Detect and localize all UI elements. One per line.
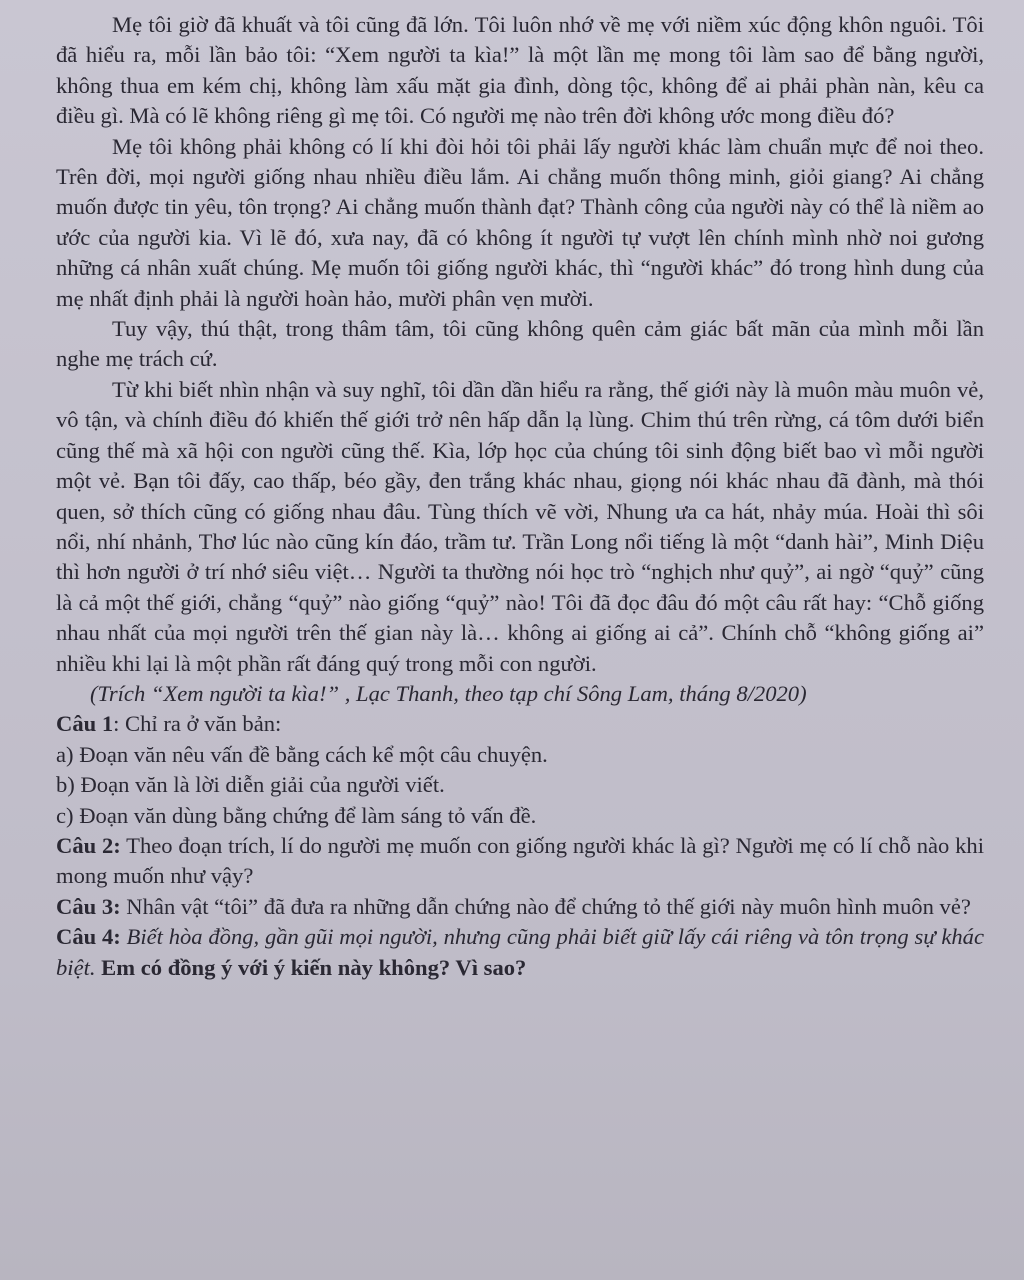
question-4 <box>56 922 984 983</box>
question-1-option-b: b) Đoạn văn là lời diễn giải của người viết. <box>56 772 445 798</box>
question-2 <box>56 831 984 892</box>
question-1-label: Câu 1 <box>56 711 114 737</box>
question-4-italic-text: Biết hòa đồng, gần gũi mọi người, nhưng cũng phải biết giữ lấy cái riêng và tôn trọng sự khác biệt. <box>56 924 985 980</box>
question-2-label: Câu 2: <box>56 832 121 858</box>
source-citation: (Trích “Xem người ta kìa!” , Lạc Thanh, theo tạp chí Sông Lam, tháng 8/2020) <box>90 680 807 706</box>
question-4-bold-text: Em có đồng ý với ý kiến này không? Vì sao? <box>95 954 527 980</box>
question-3 <box>56 892 984 922</box>
paragraph-4: Từ khi biết nhìn nhận và suy nghĩ, tôi dần dần hiểu ra rằng, thế giới này là muôn màu muôn vẻ, vô tận, và chính điều đó khiến thế giới trở nên hấp dẫn lạ lùng. Chim thú trên rừng, cá tôm dưới biển cũng thế mà xã hội con người cũng thế. Kìa, lớp học của chúng tôi sinh động biết bao vì mỗi người một vẻ. Bạn tôi đấy, cao thấp, béo gầy, đen trắng khác nhau, giọng nói khác nhau đã đành, mà thói quen, sở thích cũng có giống nhau đâu. Tùng thích vẽ vời, Nhung ưa ca hát, nhảy múa. Hoài thì sôi nổi, nhí nhảnh, Thơ lúc nào cũng kín đáo, trầm tư. Trần Long nổi tiếng là một “danh hài”, Minh Diệu thì hơn người ở trí nhớ siêu việt… Người ta thường nói học trò “nghịch như quỷ”, ai ngờ “quỷ” cũng là cả một thế giới, chẳng “quỷ” nào giống “quỷ” nào! Tôi đã đọc đâu đó một câu rất hay: “Chỗ giống nhau nhất của mọi người trên thế gian này là… không ai giống ai cả”. Chính chỗ “không giống ai” nhiều khi lại là một phần rất đáng quý trong mỗi con người. <box>56 376 984 676</box>
question-4-label: Câu 4: <box>56 924 121 950</box>
paragraph-3: Tuy vậy, thú thật, trong thâm tâm, tôi cũng không quên cảm giác bất mãn của mình mỗi lần nghe mẹ trách cứ. <box>56 316 984 372</box>
question-3-text: Nhân vật “tôi” đã đưa ra những dẫn chứng nào để chứng tỏ thế giới này muôn hình muôn vẻ? <box>120 893 971 919</box>
question-1-option-c: c) Đoạn văn dùng bằng chứng để làm sáng tỏ vấn đề. <box>56 802 537 828</box>
question-1-text: : Chỉ ra ở văn bản: <box>113 711 282 737</box>
question-2-text: Theo đoạn trích, lí do người mẹ muốn con giống người khác là gì? Người mẹ có lí chỗ nào khi mong muốn như vậy? <box>56 832 984 889</box>
question-1 <box>56 709 984 739</box>
paragraph-2: Mẹ tôi không phải không có lí khi đòi hỏi tôi phải lấy người khác làm chuẩn mực để noi theo. Trên đời, mọi người giống nhau nhiều điều lắm. Ai chẳng muốn thông minh, giỏi giang? Ai chẳng muốn được tin yêu, tôn trọng? Ai chẳng muốn thành đạt? Thành công của người này có thể là niềm ao ước của người kia. Vì lẽ đó, xưa nay, đã có không ít người tự vượt lên chính mình nhờ noi gương những cá nhân xuất chúng. Mẹ muốn tôi giống người khác, thì “người khác” đó trong hình dung của mẹ nhất định phải là người hoàn hảo, mười phân vẹn mười. <box>56 133 984 311</box>
question-3-label: Câu 3: <box>56 893 121 919</box>
question-1-option-a: a) Đoạn văn nêu vấn đề bằng cách kể một câu chuyện. <box>56 741 548 767</box>
paragraph-1: Mẹ tôi giờ đã khuất và tôi cũng đã lớn. Tôi luôn nhớ về mẹ với niềm xúc động khôn nguôi. Tôi đã hiểu ra, mỗi lần bảo tôi: “Xem người ta kìa!” là một lần mẹ mong tôi làm sao để bằng người, không thua em kém chị, không làm xấu mặt gia đình, dòng tộc, không để ai phải phàn nàn, kêu ca điều gì. Mà có lẽ không riêng gì mẹ tôi. Có người mẹ nào trên đời không ước mong điều đó? <box>56 12 984 129</box>
